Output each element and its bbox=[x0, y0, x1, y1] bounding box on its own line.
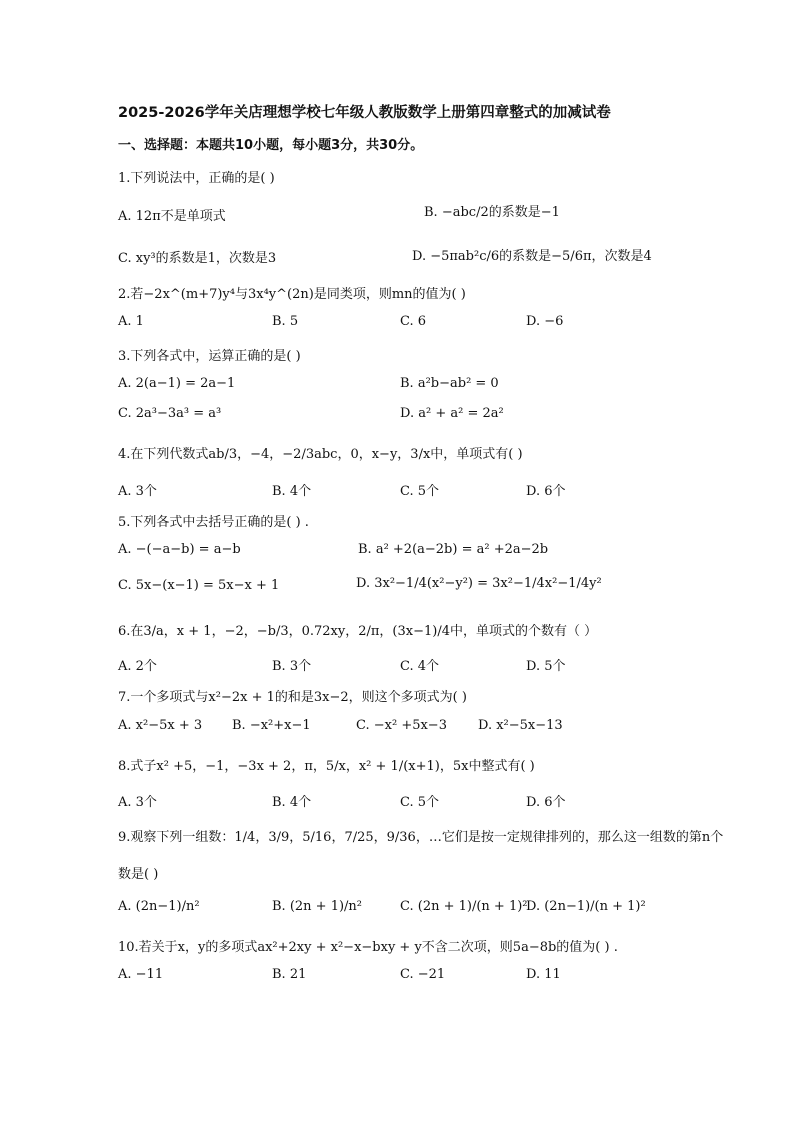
question-1-stem: 1.下列说法中，正确的是( ) bbox=[118, 171, 275, 186]
q9-option-a: A. (2n−1)/n² bbox=[118, 899, 200, 914]
q4-option-a: A. 3个 bbox=[118, 484, 157, 499]
page-title: 2025-2026学年关店理想学校七年级人教版数学上册第四章整式的加减试卷 bbox=[118, 105, 611, 121]
question-7-stem: 7.一个多项式与x²−2x + 1的和是3x−2，则这个多项式为( ) bbox=[118, 690, 467, 705]
q10-option-c: C. −21 bbox=[400, 967, 446, 982]
q3-option-c: C. 2a³−3a³ = a³ bbox=[118, 406, 222, 421]
q8-option-d: D. 6个 bbox=[526, 795, 566, 810]
q5-option-b: B. a² +2(a−2b) = a² +2a−2b bbox=[358, 542, 549, 557]
q7-option-d: D. x²−5x−13 bbox=[478, 718, 563, 733]
q8-option-a: A. 3个 bbox=[118, 795, 157, 810]
question-3-stem: 3.下列各式中，运算正确的是( ) bbox=[118, 349, 301, 364]
q6-option-a: A. 2个 bbox=[118, 659, 157, 674]
q3-option-d: D. a² + a² = 2a² bbox=[400, 406, 504, 421]
q10-option-b: B. 21 bbox=[272, 967, 307, 982]
question-4-stem: 4.在下列代数式ab/3，−4，−2/3abc，0，x−y，3/x中，单项式有( ) bbox=[118, 447, 523, 462]
q10-option-a: A. −11 bbox=[118, 967, 164, 982]
q2-option-a: A. 1 bbox=[118, 314, 144, 329]
question-5-stem: 5.下列各式中去括号正确的是( ) . bbox=[118, 515, 309, 530]
q7-option-b: B. −x²+x−1 bbox=[232, 718, 311, 733]
q4-option-d: D. 6个 bbox=[526, 484, 566, 499]
q2-option-c: C. 6 bbox=[400, 314, 427, 329]
q7-option-c: C. −x² +5x−3 bbox=[356, 718, 447, 733]
q3-option-a: A. 2(a−1) = 2a−1 bbox=[118, 376, 236, 391]
section-heading: 一、选择题：本题共10小题，每小题3分，共30分。 bbox=[118, 138, 424, 153]
q10-option-d: D. 11 bbox=[526, 967, 561, 982]
q3-option-b: B. a²b−ab² = 0 bbox=[400, 376, 499, 391]
q2-option-d: D. −6 bbox=[526, 314, 564, 329]
q7-option-a: A. x²−5x + 3 bbox=[118, 718, 203, 733]
q6-option-b: B. 3个 bbox=[272, 659, 312, 674]
q6-option-d: D. 5个 bbox=[526, 659, 566, 674]
q6-option-c: C. 4个 bbox=[400, 659, 440, 674]
q1-option-c: C. xy³的系数是1，次数是3 bbox=[118, 251, 277, 266]
q2-option-b: B. 5 bbox=[272, 314, 299, 329]
q9-option-b: B. (2n + 1)/n² bbox=[272, 899, 362, 914]
q4-option-c: C. 5个 bbox=[400, 484, 440, 499]
q5-option-d: D. 3x²−1/4(x²−y²) = 3x²−1/4x²−1/4y² bbox=[356, 576, 602, 591]
question-10-stem: 10.若关于x，y的多项式ax²+2xy + x²−x−bxy + y不含二次项，则5a−8b的值为( ) . bbox=[118, 940, 618, 955]
q1-option-a: A. 12π不是单项式 bbox=[118, 209, 226, 224]
q8-option-b: B. 4个 bbox=[272, 795, 312, 810]
q8-option-c: C. 5个 bbox=[400, 795, 440, 810]
q4-option-b: B. 4个 bbox=[272, 484, 312, 499]
question-8-stem: 8.式子x² +5，−1，−3x + 2，π，5/x，x² + 1/(x+1)，5x中整式有( ) bbox=[118, 759, 535, 774]
question-9-stem-continued: 数是( ) bbox=[118, 867, 159, 882]
q9-option-d: D. (2n−1)/(n + 1)² bbox=[526, 899, 646, 914]
q5-option-a: A. −(−a−b) = a−b bbox=[118, 542, 241, 557]
q1-option-b: B. −abc/2的系数是−1 bbox=[424, 205, 560, 220]
q1-option-d: D. −5πab²c/6的系数是−5/6π，次数是4 bbox=[412, 249, 652, 264]
q5-option-c: C. 5x−(x−1) = 5x−x + 1 bbox=[118, 578, 280, 593]
question-6-stem: 6.在3/a，x + 1，−2，−b/3，0.72xy，2/π，(3x−1)/4中，单项式的个数有（ ） bbox=[118, 624, 598, 639]
question-2-stem: 2.若−2x^(m+7)y⁴与3x⁴y^(2n)是同类项，则mn的值为( ) bbox=[118, 287, 466, 302]
question-9-stem: 9.观察下列一组数：1/4，3/9，5/16，7/25，9/36，…它们是按一定规律排列的，那么这一组数的第n个 bbox=[118, 830, 724, 845]
q9-option-c: C. (2n + 1)/(n + 1)² bbox=[400, 899, 528, 914]
